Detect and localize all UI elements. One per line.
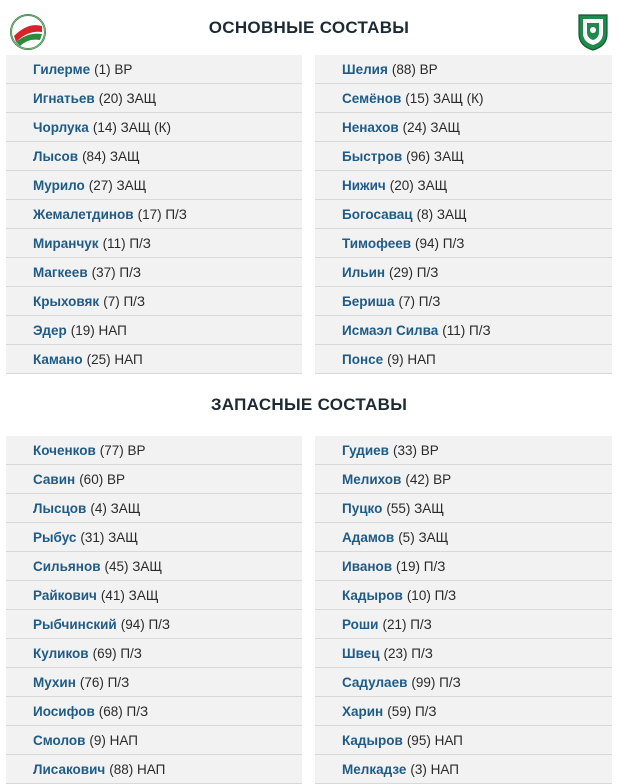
subs-grid — [0, 436, 618, 784]
player-row — [6, 229, 302, 258]
player-info: (31) ЗАЩ — [80, 529, 138, 545]
subs-away-column — [315, 436, 612, 784]
player-info: (14) ЗАЩ (К) — [92, 119, 172, 135]
subs-home-column — [6, 436, 302, 784]
player-name[interactable]: Мелкадзе — [342, 761, 407, 777]
player-info: (11) П/З — [102, 235, 151, 251]
player-name[interactable]: Ненахов — [342, 119, 399, 135]
player-row — [315, 55, 612, 84]
player-name[interactable]: Быстров — [342, 148, 403, 164]
starters-title: ОСНОВНЫЕ СОСТАВЫ — [208, 17, 410, 37]
player-row — [315, 113, 612, 142]
starters-header — [0, 0, 618, 55]
player-row — [315, 552, 612, 581]
player-info: (41) ЗАЩ — [100, 587, 159, 603]
starters-section — [0, 0, 618, 374]
player-row — [315, 523, 612, 552]
player-info: (94) П/З — [415, 235, 465, 251]
player-name[interactable]: Эдер — [33, 322, 67, 338]
player-info: (5) ЗАЩ — [398, 529, 449, 545]
player-name[interactable]: Гудиев — [342, 442, 389, 458]
player-row — [6, 726, 302, 755]
player-name[interactable]: Гилерме — [33, 61, 91, 77]
player-info: (4) ЗАЩ — [90, 500, 141, 516]
player-name[interactable]: Крыховяк — [33, 293, 100, 309]
player-row — [6, 258, 302, 287]
player-info: (68) П/З — [98, 703, 149, 719]
player-info: (17) П/З — [137, 206, 187, 222]
player-row — [6, 494, 302, 523]
player-name[interactable]: Адамов — [342, 529, 395, 545]
player-info: (96) ЗАЩ — [406, 148, 464, 164]
player-name[interactable]: Шелия — [342, 61, 388, 77]
player-info: (69) П/З — [92, 645, 142, 661]
player-row — [315, 668, 612, 697]
player-info: (21) П/З — [382, 616, 432, 632]
player-name[interactable]: Рыбус — [33, 529, 77, 545]
player-name[interactable]: Рыбчинский — [33, 616, 117, 632]
player-info: (59) П/З — [387, 703, 437, 719]
player-name[interactable]: Мурило — [33, 177, 85, 193]
player-info: (9) НАП — [387, 351, 436, 367]
player-row — [6, 316, 302, 345]
player-row — [315, 287, 612, 316]
player-name[interactable]: Чорлука — [33, 119, 89, 135]
player-row — [6, 200, 302, 229]
player-row — [315, 697, 612, 726]
player-info: (55) ЗАЩ — [386, 500, 444, 516]
player-name[interactable]: Куликов — [33, 645, 89, 661]
player-row — [6, 668, 302, 697]
player-row — [315, 581, 612, 610]
player-info: (19) П/З — [396, 558, 446, 574]
player-info: (23) П/З — [383, 645, 433, 661]
player-info: (19) НАП — [70, 322, 127, 338]
player-info: (11) П/З — [442, 322, 491, 338]
player-name[interactable]: Иосифов — [33, 703, 95, 719]
player-info: (45) ЗАЩ — [104, 558, 163, 574]
player-name[interactable]: Исмаэл Силва — [342, 322, 439, 338]
player-name[interactable]: Коченков — [33, 442, 96, 458]
player-name[interactable]: Мелихов — [342, 471, 402, 487]
player-row — [315, 200, 612, 229]
player-name[interactable]: Понсе — [342, 351, 384, 367]
player-name[interactable]: Камано — [33, 351, 83, 367]
player-info: (20) ЗАЩ — [98, 90, 157, 106]
subs-title: ЗАПАСНЫЕ СОСТАВЫ — [210, 395, 408, 414]
player-row — [315, 465, 612, 494]
player-info: (10) П/З — [406, 587, 457, 603]
player-info: (20) ЗАЩ — [389, 177, 448, 193]
player-name[interactable]: Бериша — [342, 293, 395, 309]
player-info: (7) П/З — [103, 293, 146, 309]
player-name[interactable]: Роши — [342, 616, 379, 632]
player-row — [6, 639, 302, 668]
player-name[interactable]: Смолов — [33, 732, 86, 748]
player-name[interactable]: Харин — [342, 703, 384, 719]
player-info: (9) НАП — [89, 732, 138, 748]
player-row — [315, 345, 612, 374]
player-name[interactable]: Богосавац — [342, 206, 413, 222]
subs-header — [0, 374, 618, 436]
player-info: (24) ЗАЩ — [402, 119, 461, 135]
player-info: (88) ВР — [391, 61, 438, 77]
player-name[interactable]: Семёнов — [342, 90, 402, 106]
player-name[interactable]: Кадыров — [342, 732, 403, 748]
player-row — [6, 287, 302, 316]
player-row — [6, 142, 302, 171]
player-info: (76) П/З — [79, 674, 130, 690]
player-row — [315, 258, 612, 287]
player-name[interactable]: Лысов — [33, 148, 79, 164]
subs-section — [0, 374, 618, 784]
player-info: (88) НАП — [109, 761, 166, 777]
starters-away-column — [315, 55, 612, 374]
player-info: (29) П/З — [389, 264, 439, 280]
player-row — [315, 142, 612, 171]
player-row — [6, 755, 302, 784]
player-info: (77) ВР — [99, 442, 146, 458]
player-row — [315, 639, 612, 668]
player-row — [6, 171, 302, 200]
player-name[interactable]: Тимофеев — [342, 235, 412, 251]
player-info: (15) ЗАЩ (К) — [405, 90, 484, 106]
player-info: (25) НАП — [86, 351, 143, 367]
player-name[interactable]: Магкеев — [33, 264, 88, 280]
player-name[interactable]: Сильянов — [33, 558, 101, 574]
player-row — [315, 229, 612, 258]
player-info: (95) НАП — [406, 732, 463, 748]
starters-grid — [0, 55, 618, 374]
player-row — [6, 581, 302, 610]
player-row — [6, 55, 302, 84]
player-row — [6, 436, 302, 465]
player-name[interactable]: Иванов — [342, 558, 393, 574]
player-name[interactable]: Садулаев — [342, 674, 408, 690]
player-name[interactable]: Швец — [342, 645, 380, 661]
player-row — [315, 436, 612, 465]
player-name[interactable]: Райкович — [33, 587, 97, 603]
player-row — [6, 345, 302, 374]
player-row — [315, 494, 612, 523]
player-row — [6, 610, 302, 639]
player-name[interactable]: Жемалетдинов — [33, 206, 134, 222]
player-info: (33) ВР — [393, 442, 439, 458]
player-row — [315, 316, 612, 345]
player-info: (7) П/З — [398, 293, 441, 309]
player-info: (27) ЗАЩ — [88, 177, 147, 193]
player-row — [6, 113, 302, 142]
lokomotiv-logo-icon — [8, 12, 48, 52]
player-row — [6, 465, 302, 494]
player-row — [6, 552, 302, 581]
player-info: (37) П/З — [91, 264, 141, 280]
player-info: (8) ЗАЩ — [416, 206, 467, 222]
player-info: (60) ВР — [79, 471, 125, 487]
player-name[interactable]: Миранчук — [33, 235, 99, 251]
player-name[interactable]: Ильин — [342, 264, 386, 280]
player-info: (84) ЗАЩ — [82, 148, 140, 164]
player-name[interactable]: Лисакович — [33, 761, 106, 777]
player-row — [315, 171, 612, 200]
player-info: (1) ВР — [94, 61, 133, 77]
player-info: (94) П/З — [120, 616, 171, 632]
player-info: (42) ВР — [405, 471, 452, 487]
starters-home-column — [6, 55, 302, 374]
player-name[interactable]: Игнатьев — [33, 90, 95, 106]
player-row — [6, 523, 302, 552]
player-row — [315, 726, 612, 755]
player-name[interactable]: Савин — [33, 471, 76, 487]
player-row — [315, 610, 612, 639]
player-name[interactable]: Лысцов — [33, 500, 87, 516]
player-name[interactable]: Мухин — [33, 674, 76, 690]
akhmat-logo-icon — [576, 12, 610, 52]
player-row — [315, 755, 612, 784]
player-name[interactable]: Пуцко — [342, 500, 383, 516]
player-info: (3) НАП — [410, 761, 459, 777]
player-row — [6, 697, 302, 726]
player-info: (99) П/З — [411, 674, 461, 690]
player-name[interactable]: Нижич — [342, 177, 386, 193]
player-row — [6, 84, 302, 113]
player-row — [315, 84, 612, 113]
player-name[interactable]: Кадыров — [342, 587, 403, 603]
